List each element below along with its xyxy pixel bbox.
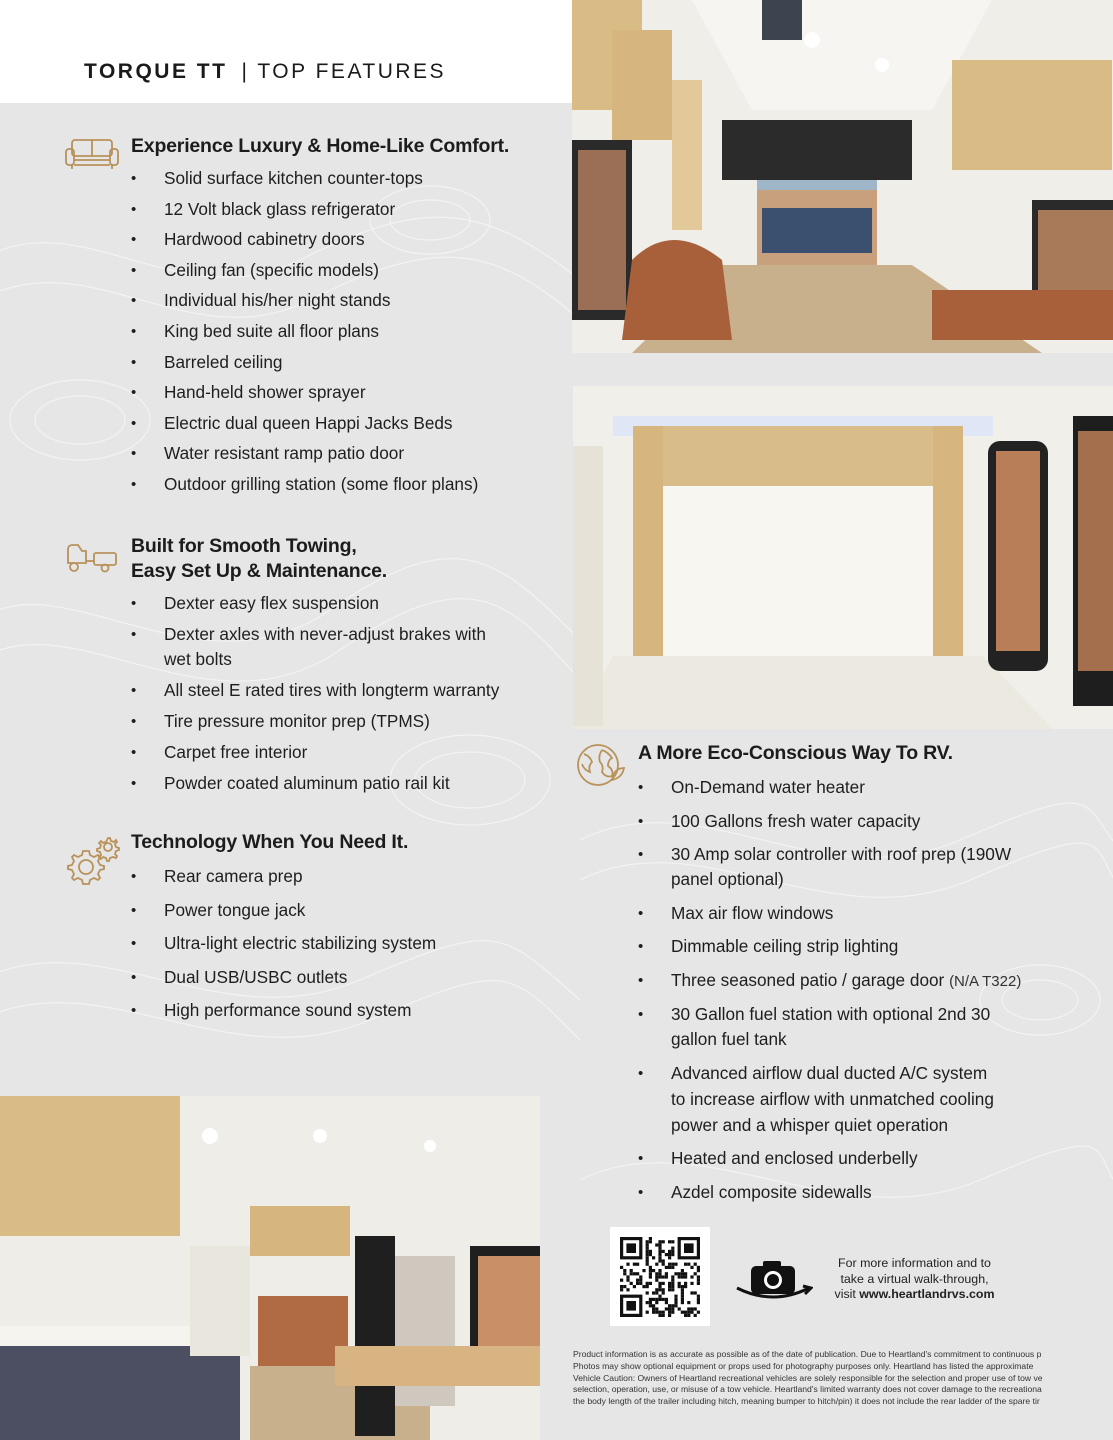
list-item: • Advanced airflow dual ducted A/C system [638,1061,1113,1086]
disclaimer-line: selection, operation, use, or misuse of a tow vehicle. Heartland's limited warranty does not cover damage to the recreationa [573,1384,1042,1395]
more-info-text [812,1256,1017,1303]
globe-leaf-icon [572,740,628,795]
towing-list [131,591,571,796]
list-item-continued [638,867,1113,892]
list-item-continued [638,1027,1113,1052]
list-item: • Dexter axles with never-adjust brakes with [131,622,571,647]
list-item: • Barreled ceiling [131,350,571,375]
list-item: • Powder coated aluminum patio rail kit [131,771,571,796]
list-item-continued [638,1113,1113,1138]
list-item: • Dexter easy flex suspension [131,591,571,616]
list-item-text: Three seasoned patio / garage door [671,969,945,990]
list-item-continued [638,1087,1113,1112]
list-item: • Ultra-light electric stabilizing system [131,931,571,956]
eco-list [638,775,1113,1205]
list-item: • Outdoor grilling station (some floor plans) [131,472,571,497]
list-item: • Solid surface kitchen counter-tops [131,166,571,191]
list-item: • Dimmable ceiling strip lighting [638,934,1113,959]
website-link[interactable]: www.heartlandrvs.com [859,1287,995,1301]
towing-title-line2: Easy Set Up & Maintenance. [131,560,387,582]
list-item-continued [131,647,571,672]
list-item: • Heated and enclosed underbelly [638,1146,1113,1171]
technology-title: Technology When You Need It. [131,831,409,853]
list-item: • Individual his/her night stands [131,288,571,313]
list-item: • Electric dual queen Happi Jacks Beds [131,411,571,436]
disclaimer-line: Photos may show optional equipment or props used for photography purposes only. Heartland has listed the approximate [573,1360,1034,1371]
page-title [84,60,446,84]
list-item: • All steel E rated tires with longterm warranty [131,678,571,703]
list-item-continuation: gallon fuel tank [671,1029,787,1049]
comfort-list [131,166,571,497]
list-item: • Dual USB/USBC outlets [131,965,571,990]
qr-code[interactable] [610,1227,710,1326]
technology-list [131,864,571,1023]
list-item [638,968,1113,994]
gears-icon [64,835,120,896]
towing-title-line1: Built for Smooth Towing, [131,535,357,557]
truck-trailer-icon [64,541,120,580]
photo-interior-garage [572,0,1113,353]
sofa-icon [64,137,120,176]
list-item: • Power tongue jack [131,898,571,923]
disclaimer-line: Product information is as accurate as possible as of the date of publication. Due to Heartland's commitment to continuous p [573,1349,1042,1359]
list-item: • High performance sound system [131,998,571,1023]
list-item: • Carpet free interior [131,740,571,765]
photo-bedroom [573,386,1113,729]
list-item: • 100 Gallons fresh water capacity [638,809,1113,834]
more-info-visit-line [812,1287,1017,1303]
list-item: • Hand-held shower sprayer [131,380,571,405]
list-item-note: (N/A T322) [949,972,1022,990]
list-item-continuation: wet bolts [164,649,232,669]
list-item: • Rear camera prep [131,864,571,889]
list-item-continuation: panel optional) [671,869,784,889]
list-item: • Max air flow windows [638,901,1113,926]
list-item: • On-Demand water heater [638,775,1113,800]
list-item: • Hardwood cabinetry doors [131,227,571,252]
list-item: • King bed suite all floor plans [131,319,571,344]
title-subheading: | TOP FEATURES [241,60,447,83]
list-item: • Ceiling fan (specific models) [131,258,571,283]
list-item: • Azdel composite sidewalls [638,1180,1113,1205]
visit-label: visit [834,1287,856,1301]
list-item-continuation: power and a whisper quiet operation [671,1114,949,1135]
disclaimer-line: the body length of the trailer including hitch, meaning bumper to hitch/pin) it does not include the rear ladder of the spare tir [573,1396,1040,1407]
header-band [0,0,572,103]
disclaimer [573,1349,1113,1408]
list-item-continuation: to increase airflow with unmatched cooling [671,1088,994,1109]
eco-title: A More Eco-Conscious Way To RV. [638,742,953,764]
list-item: • 30 Gallon fuel station with optional 2nd 30 [638,1002,1113,1027]
photo-living-area [0,1096,540,1440]
comfort-title: Experience Luxury & Home-Like Comfort. [131,135,510,157]
more-info-line: For more information and to [838,1256,991,1270]
more-info-line: take a virtual walk-through, [840,1271,989,1286]
list-item: • Tire pressure monitor prep (TPMS) [131,709,571,734]
list-item: • Water resistant ramp patio door [131,441,571,466]
disclaimer-line: Vehicle Caution: Owners of Heartland recreational vehicles are solely responsible for the selection and proper use of tow ve [573,1372,1043,1383]
camera-360-icon [733,1256,813,1309]
brand-name: TORQUE TT [84,60,228,83]
list-item: • 12 Volt black glass refrigerator [131,197,571,222]
list-item: • 30 Amp solar controller with roof prep (190W [638,842,1113,867]
